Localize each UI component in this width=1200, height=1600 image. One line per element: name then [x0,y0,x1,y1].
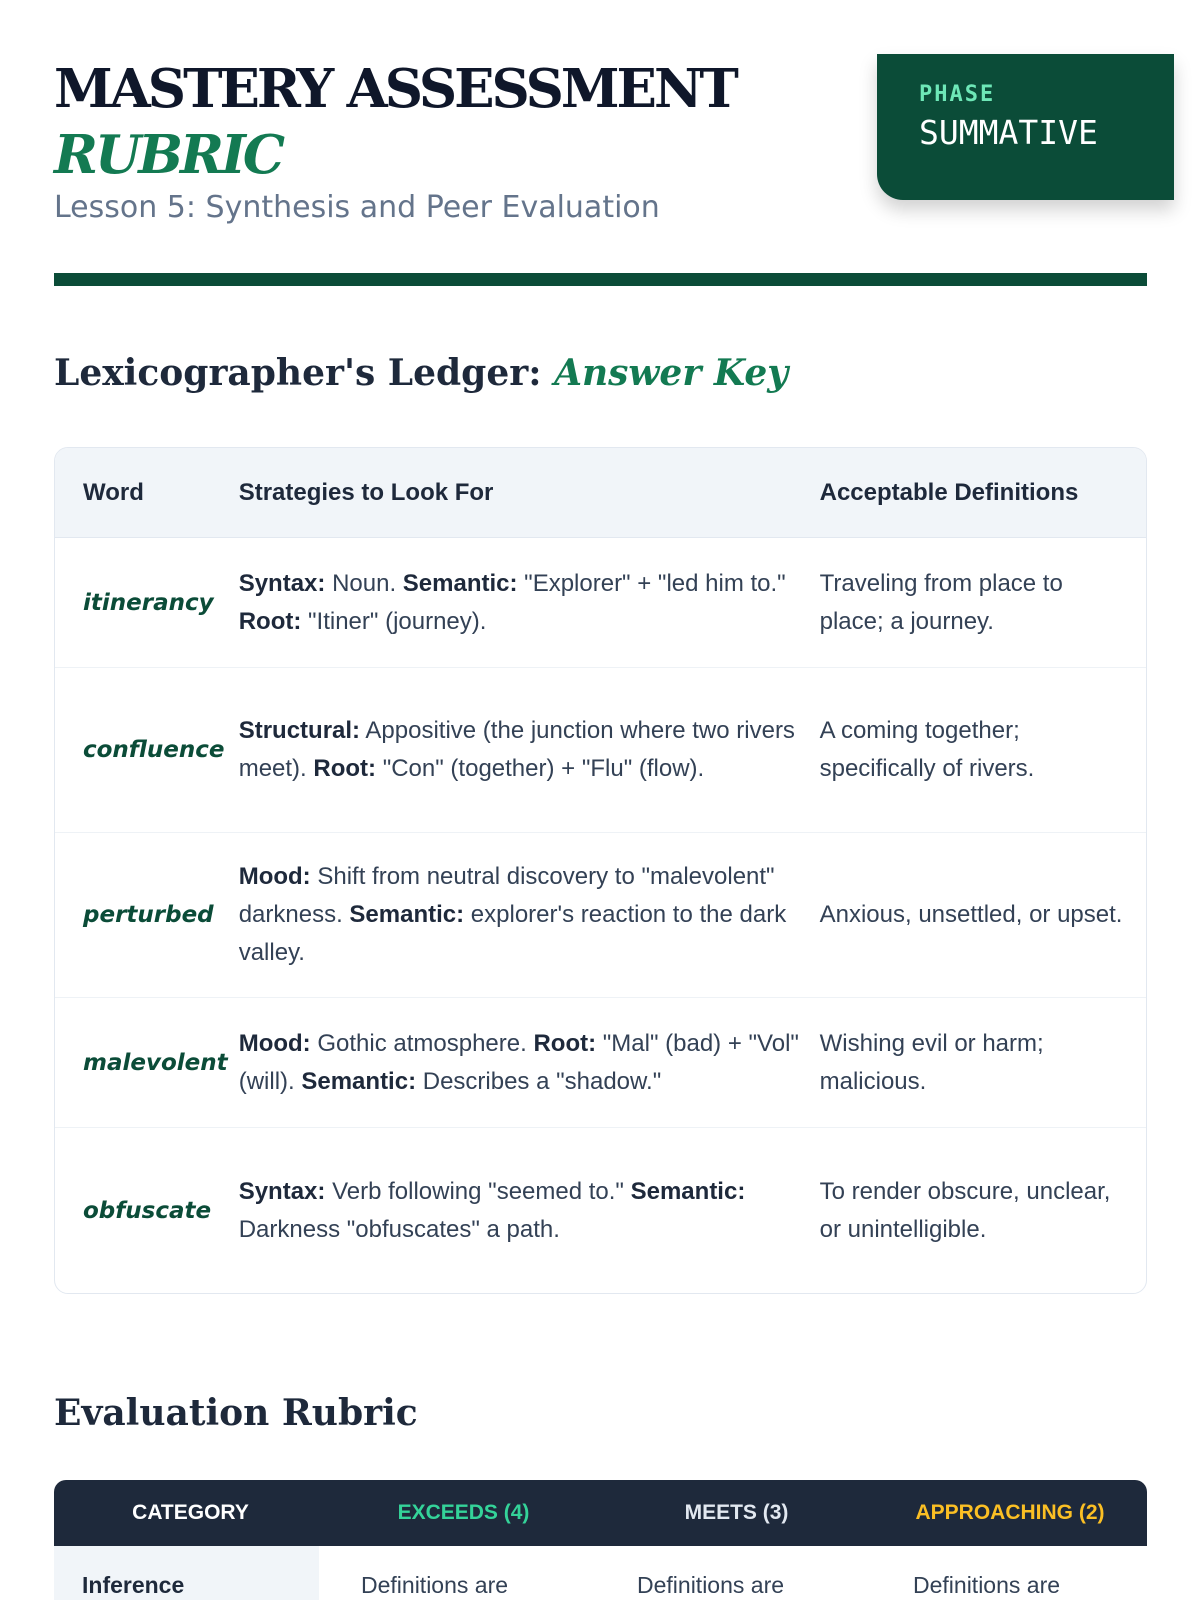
rubric-cell-approaching: Definitions are [913,1572,1061,1598]
rubric-header-category: CATEGORY [132,1501,249,1524]
strategy-text: Gothic atmosphere. [310,1029,534,1057]
strategy-text: Shift from neutral discovery to "malevolent" darkness. [238,863,775,928]
title-line-2: RUBRIC [54,124,283,186]
table-row [55,998,1146,1128]
strategy-label: Root: [238,607,302,635]
rubric-header [54,1480,1147,1546]
rubric-category: Inference [54,1546,319,1600]
rubric-header-approaching: APPROACHING (2) [915,1501,1105,1524]
column-header-word: Word [83,478,144,506]
table-row [55,833,1146,998]
definition-cell: Wishing evil or harm; malicious. [819,1029,1044,1095]
strategy-label: Semantic: [301,1067,417,1095]
word-cell: confluence [83,737,225,763]
phase-value: SUMMATIVE [919,113,1098,152]
table-row [55,668,1146,833]
rubric-row [54,1546,1147,1600]
strategy-cell [239,712,820,788]
strategy-text: Verb following "seemed to." [325,1177,631,1205]
strategy-text: Noun. [325,569,403,597]
rubric-header-meets: MEETS (3) [684,1501,789,1524]
strategy-text: "Con" (together) + "Flu" (flow). [376,755,705,782]
rubric-cell-exceeds: Definitions are [361,1572,509,1598]
table-row [55,538,1146,668]
page-subtitle: Lesson 5: Synthesis and Peer Evaluation [54,190,660,225]
strategy-cell [239,858,820,972]
header-divider [54,273,1147,286]
strategy-cell [239,1025,820,1101]
word-cell: itinerancy [83,589,214,616]
strategy-label: Mood: [238,1029,311,1057]
strategy-label: Structural: [238,717,361,744]
definition-cell: Anxious, unsettled, or upset. [819,901,1123,928]
rubric-cell-meets: Definitions are [637,1572,785,1598]
strategy-label: Syntax: [238,1177,326,1205]
strategy-label: Root: [533,1029,597,1057]
word-cell: perturbed [83,902,214,928]
phase-label: PHASE [919,82,996,107]
strategy-label: Semantic: [349,901,465,928]
strategy-text: "Explorer" + "led him to." [517,569,786,597]
strategy-text: Appositive (the junction where two rivers meet). [238,717,795,782]
column-header-definitions: Acceptable Definitions [819,478,1079,506]
column-header-strategies: Strategies to Look For [238,478,494,506]
ledger-title-accent: Answer Key [554,352,789,394]
rubric-header-exceeds: EXCEEDS (4) [397,1501,530,1524]
strategy-text: "Mal" (bad) + "Vol" (will). [238,1029,799,1095]
word-cell: obfuscate [83,1197,212,1224]
ledger-title [54,352,788,394]
answer-key-table [54,447,1147,1294]
strategy-cell [239,565,820,641]
strategy-label: Mood: [238,863,311,890]
definition-cell: A coming together; specifically of rivers. [819,717,1035,782]
strategy-label: Semantic: [630,1177,746,1205]
strategy-label: Semantic: [402,569,518,597]
rubric-title: Evaluation Rubric [54,1392,418,1434]
strategy-cell [239,1173,820,1249]
definition-cell: To render obscure, unclear, or unintelligible. [819,1177,1111,1243]
strategy-text: Describes a "shadow." [416,1067,662,1095]
strategy-text: Darkness "obfuscates" a path. [238,1215,560,1243]
evaluation-rubric-table [54,1480,1147,1600]
definition-cell: Traveling from place to place; a journey. [819,569,1063,635]
title-line-1: MASTERY ASSESSMENT [54,58,736,120]
strategy-label: Syntax: [238,569,326,597]
strategy-text: "Itiner" (journey). [301,607,487,635]
table-row [55,1128,1146,1293]
answer-key-header [55,448,1146,538]
phase-badge [877,54,1174,200]
strategy-label: Root: [313,755,377,782]
strategy-text: explorer's reaction to the dark valley. [238,901,787,966]
ledger-title-text: Lexicographer's Ledger: [54,352,542,394]
word-cell: malevolent [83,1049,228,1076]
